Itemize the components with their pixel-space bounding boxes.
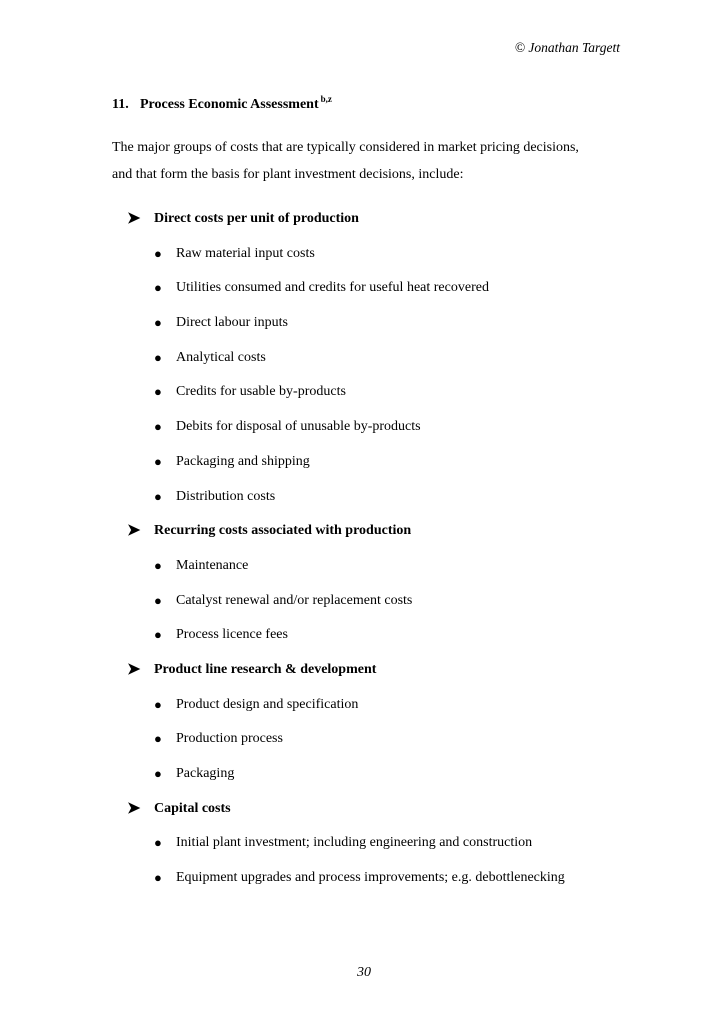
list-item [0,415,728,439]
bullet-icon: ● [154,835,162,851]
bullet-icon: ● [154,315,162,331]
intro-line: The major groups of costs that are typically considered in market pricing decisions, [112,140,579,155]
arrow-bullet-icon: ➤ [127,799,141,817]
list-item [0,693,728,717]
cost-group-heading [0,519,728,543]
reference-superscript: b,z [320,94,332,104]
list-item [0,554,728,578]
arrow-bullet-icon: ➤ [127,210,141,227]
list-item-text: Direct labour inputs [176,315,288,331]
bullet-icon: ● [154,592,162,608]
section-heading [112,94,332,113]
list-item-text: Product design and specification [176,696,359,712]
list-item [0,866,728,890]
bullet-icon: ● [154,384,162,400]
list-item [0,589,728,613]
intro-line: and that form the basis for plant investment decisions, include: [112,167,464,182]
list-item [0,346,728,370]
list-item [0,727,728,751]
bullet-icon: ● [154,870,162,886]
list-item-text: Debits for disposal of unusable by-products [176,419,421,435]
copyright-header: © Jonathan Targett [514,40,620,55]
bullet-icon: ● [154,349,162,365]
list-item [0,242,728,266]
section-title: Process Economic Assessment [140,97,319,112]
cost-group-heading [0,658,728,682]
list-item [0,276,728,300]
arrow-bullet-icon: ➤ [127,660,141,678]
cost-group-title: Product line research & development [154,661,377,677]
list-item-text: Analytical costs [176,349,266,365]
list-item-text: Packaging and shipping [176,453,310,469]
bullet-icon: ● [154,557,162,573]
bullet-icon: ● [154,488,162,504]
section-number: 11. [112,97,129,112]
list-item-text: Process licence fees [176,627,288,643]
list-item [0,450,728,474]
cost-group-title: Capital costs [154,800,231,816]
list-item [0,380,728,404]
list-item [0,831,728,855]
page-number: 30 [357,965,371,980]
list-item-text: Raw material input costs [176,245,315,261]
bullet-icon: ● [154,280,162,296]
list-item-text: Maintenance [176,557,249,573]
bullet-icon: ● [154,453,162,469]
list-item [0,485,728,509]
cost-group-heading [0,207,728,231]
list-item-text: Equipment upgrades and process improvements; e.g. debottlenecking [176,870,565,886]
cost-group-heading [0,797,728,821]
bullet-icon: ● [154,245,162,261]
cost-group-title: Recurring costs associated with production [154,523,412,539]
list-item-text: Initial plant investment; including engineering and construction [176,835,533,851]
cost-groups-list [0,207,728,901]
bullet-icon: ● [154,731,162,747]
bullet-icon: ● [154,696,162,712]
bullet-icon: ● [154,419,162,435]
bullet-icon: ● [154,766,162,781]
intro-paragraph [112,134,612,188]
list-item-text: Credits for usable by-products [176,384,346,400]
list-item [0,762,728,786]
list-item-text: Production process [176,731,283,747]
list-item [0,623,728,647]
arrow-bullet-icon: ➤ [127,522,141,540]
cost-group-title: Direct costs per unit of production [154,211,359,226]
list-item-text: Catalyst renewal and/or replacement costs [176,592,413,608]
list-item-text: Utilities consumed and credits for useful heat recovered [176,280,489,296]
bullet-icon: ● [154,627,162,643]
list-item [0,311,728,335]
list-item-text: Distribution costs [176,488,276,504]
list-item-text: Packaging [176,766,235,781]
